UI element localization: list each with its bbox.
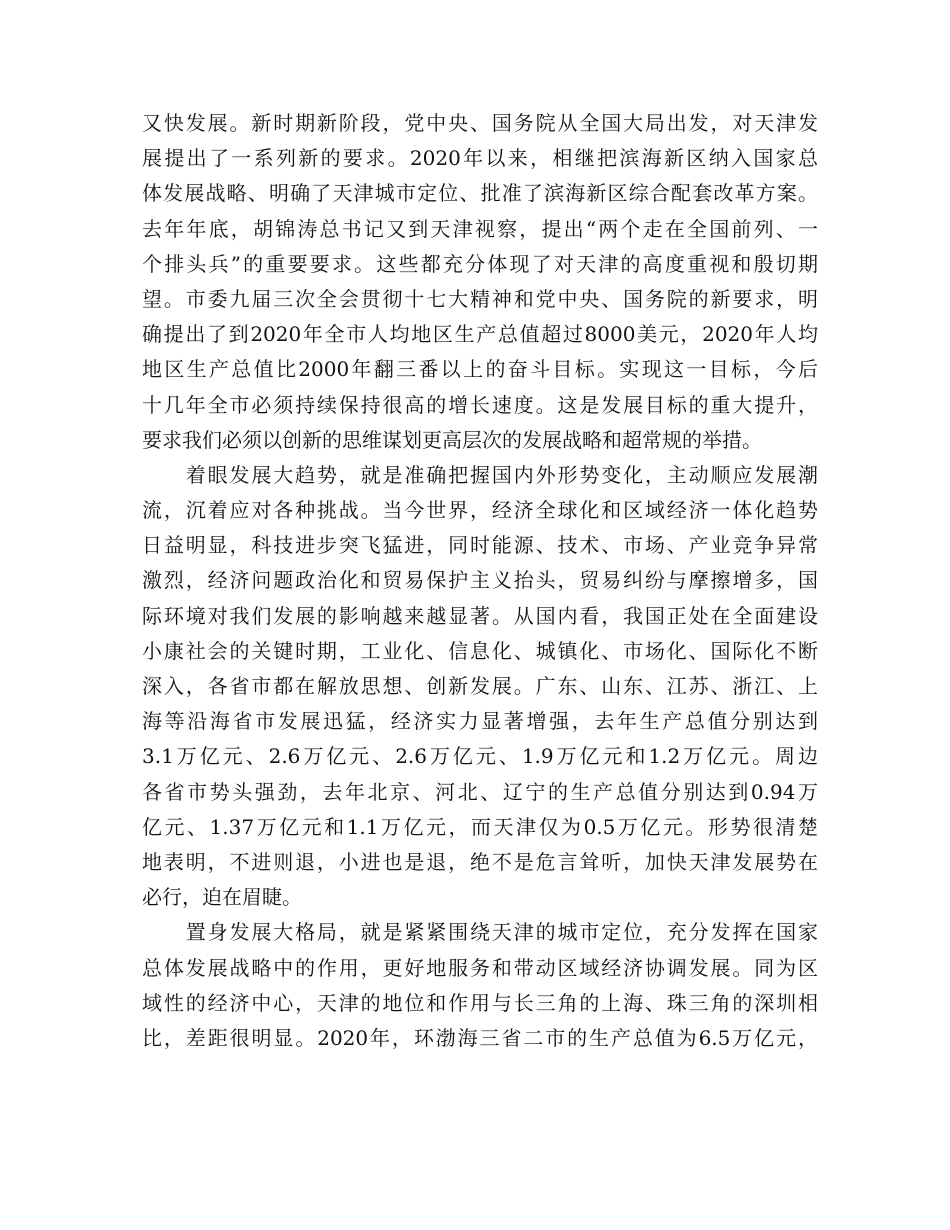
paragraph-2	[142, 458, 818, 915]
text-line: 展提出了一系列新的要求。2020年以来，相继把滨海新区纳入国家总	[142, 146, 818, 171]
text-line: 去年年底，胡锦涛总书记又到天津视察，提出“两个走在全国前列、一	[142, 216, 818, 241]
text-line: 个排头兵”的重要要求。这些都充分体现了对天津的高度重视和殷切期	[142, 251, 818, 276]
text-line: 3.1万亿元、2.6万亿元、2.6万亿元、1.9万亿元和1.2万亿元。周边	[142, 744, 818, 769]
text-line: 必行，迫在眉睫。	[142, 885, 302, 910]
text-line: 总体发展战略中的作用，更好地服务和带动区域经济协调发展。同为区	[142, 955, 818, 980]
text-line: 地区生产总值比2000年翻三番以上的奋斗目标。实现这一目标，今后	[142, 357, 818, 382]
text-line: 望。市委九届三次全会贯彻十七大精神和党中央、国务院的新要求，明	[142, 286, 818, 311]
text-line: 小康社会的关键时期，工业化、信息化、城镇化、市场化、国际化不断	[142, 638, 818, 663]
text-line: 流，沉着应对各种挑战。当今世界，经济全球化和区域经济一体化趋势	[142, 498, 818, 523]
text-line: 激烈，经济问题政治化和贸易保护主义抬头，贸易纠纷与摩擦增多，国	[142, 568, 818, 593]
text-line: 亿元、1.37万亿元和1.1万亿元，而天津仅为0.5万亿元。形势很清楚	[142, 814, 818, 839]
text-line: 着眼发展大趋势，就是准确把握国内外形势变化，主动顺应发展潮	[142, 462, 818, 487]
document-body	[142, 106, 818, 1056]
paragraph-3	[142, 915, 818, 1056]
text-line: 确提出了到2020年全市人均地区生产总值超过8000美元，2020年人均	[142, 322, 818, 347]
paragraph-1	[142, 106, 818, 458]
text-line: 地表明，不进则退，小进也是退，绝不是危言耸听，加快天津发展势在	[142, 849, 818, 874]
text-line: 日益明显，科技进步突飞猛进，同时能源、技术、市场、产业竞争异常	[142, 533, 818, 558]
text-line: 体发展战略、明确了天津城市定位、批准了滨海新区综合配套改革方案。	[142, 181, 818, 206]
text-line: 域性的经济中心，天津的地位和作用与长三角的上海、珠三角的深圳相	[142, 990, 818, 1015]
text-line: 各省市势头强劲，去年北京、河北、辽宁的生产总值分别达到0.94万	[142, 779, 818, 804]
text-line: 又快发展。新时期新阶段，党中央、国务院从全国大局出发，对天津发	[142, 111, 818, 135]
text-line: 深入，各省市都在解放思想、创新发展。广东、山东、江苏、浙江、上	[142, 674, 818, 698]
text-line: 比，差距很明显。2020年，环渤海三省二市的生产总值为6.5万亿元，	[142, 1025, 818, 1050]
text-line: 十几年全市必须持续保持很高的增长速度。这是发展目标的重大提升，	[142, 392, 818, 417]
text-line: 要求我们必须以创新的思维谋划更高层次的发展战略和超常规的举措。	[142, 427, 762, 452]
text-line: 海等沿海省市发展迅猛，经济实力显著增强，去年生产总值分别达到	[142, 709, 818, 734]
text-line: 置身发展大格局，就是紧紧围绕天津的城市定位，充分发挥在国家	[142, 920, 818, 945]
text-line: 际环境对我们发展的影响越来越显著。从国内看，我国正处在全面建设	[142, 603, 818, 628]
